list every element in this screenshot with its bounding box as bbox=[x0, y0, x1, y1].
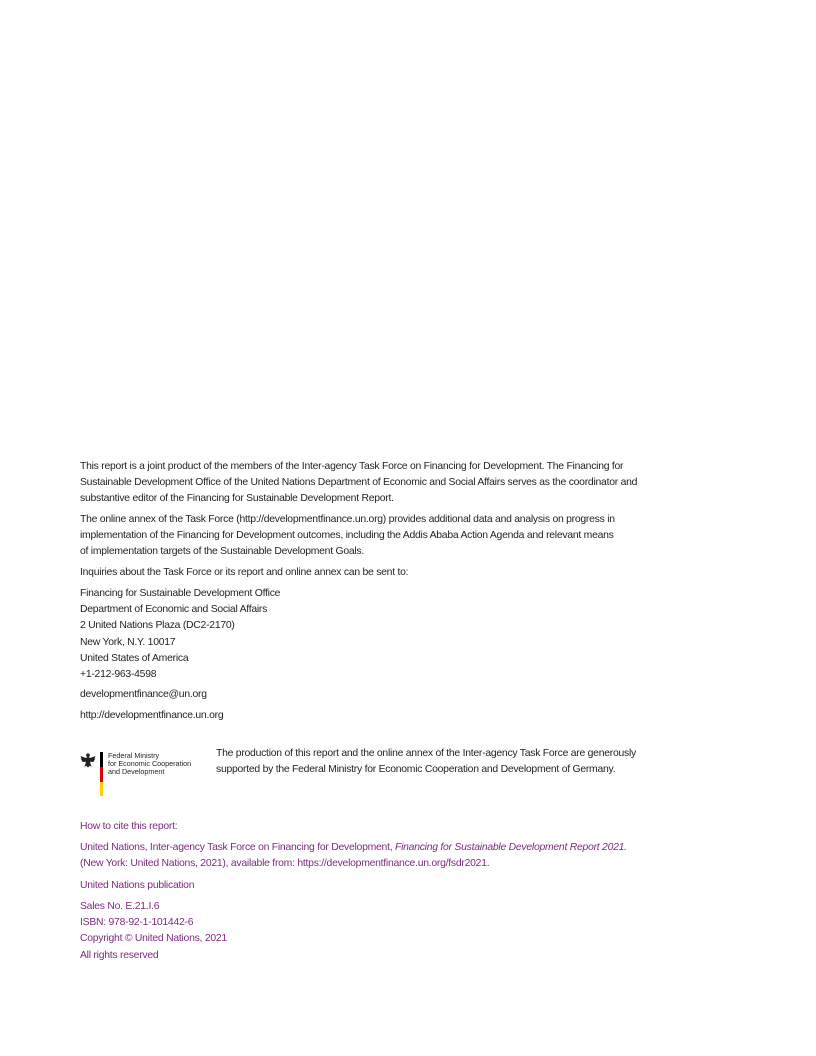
citation-line-1 bbox=[80, 840, 640, 856]
ministry-name-line-3: and Development bbox=[108, 767, 165, 777]
sales-number: Sales No. E.21.I.6 bbox=[80, 901, 160, 912]
support-statement bbox=[216, 746, 636, 778]
intro-paragraph bbox=[80, 459, 640, 508]
rights-reserved: All rights reserved bbox=[80, 949, 159, 961]
citation-report-title: Financing for Sustainable Development Report 2021. bbox=[394, 842, 627, 853]
citation-line-2: (New York: United Nations, 2021), available from: https://developmentfinance.un.org/fsdr2021. bbox=[80, 858, 490, 870]
citation-text bbox=[80, 840, 640, 872]
website-link[interactable]: http://developmentfinance.un.org bbox=[80, 710, 224, 721]
intro-line-3: substantive editor of the Financing for Sustainable Development Report. bbox=[80, 493, 394, 505]
address-office: Financing for Sustainable Development Office bbox=[80, 588, 281, 599]
phone-number: +1-212-963-4598 bbox=[80, 669, 157, 681]
sales-info bbox=[80, 899, 227, 964]
ministry-name bbox=[108, 752, 191, 777]
publication-label: United Nations publication bbox=[80, 880, 195, 891]
inquiries-text: Inquiries about the Task Force or its report and online annex can be sent to: bbox=[80, 567, 409, 578]
support-line-1: The production of this report and the online annex of the Inter-agency Task Force are generously bbox=[216, 748, 636, 759]
federal-ministry-logo bbox=[80, 750, 210, 798]
eagle-icon bbox=[80, 752, 96, 768]
address-country: United States of America bbox=[80, 652, 189, 664]
address-city: New York, N.Y. 10017 bbox=[80, 636, 176, 648]
citation-authors: United Nations, Inter-agency Task Force on Financing for Development, bbox=[80, 842, 395, 853]
cite-heading: How to cite this report: bbox=[80, 821, 178, 832]
isbn: ISBN: 978-92-1-101442-6 bbox=[80, 917, 194, 929]
annex-paragraph bbox=[80, 512, 640, 561]
support-line-2: supported by the Federal Ministry for Economic Cooperation and Development of Germany. bbox=[216, 764, 616, 776]
ministry-name-line-2: for Economic Cooperation bbox=[108, 759, 192, 769]
copyright: Copyright © United Nations, 2021 bbox=[80, 933, 227, 945]
postal-address bbox=[80, 586, 640, 683]
address-department: Department of Economic and Social Affairs bbox=[80, 604, 268, 616]
intro-line-1: This report is a joint product of the members of the Inter-agency Task Force on Financing for Development. The Financing for bbox=[80, 461, 624, 472]
german-flag-bar bbox=[100, 752, 103, 796]
email-link[interactable]: developmentfinance@un.org bbox=[80, 689, 207, 700]
ministry-name-line-1: Federal Ministry bbox=[108, 751, 160, 760]
address-street: 2 United Nations Plaza (DC2-2170) bbox=[80, 620, 235, 632]
annex-line-3: of implementation targets of the Sustainable Development Goals. bbox=[80, 546, 365, 558]
intro-line-2: Sustainable Development Office of the United Nations Department of Economic and Social Affairs serves as the coordinator and bbox=[80, 477, 638, 489]
annex-line-2: implementation of the Financing for Development outcomes, including the Addis Ababa Action Agenda and relevant means bbox=[80, 530, 614, 542]
annex-line-1: The online annex of the Task Force (http://developmentfinance.un.org) provides additional data and analysis on progress in bbox=[80, 514, 615, 525]
